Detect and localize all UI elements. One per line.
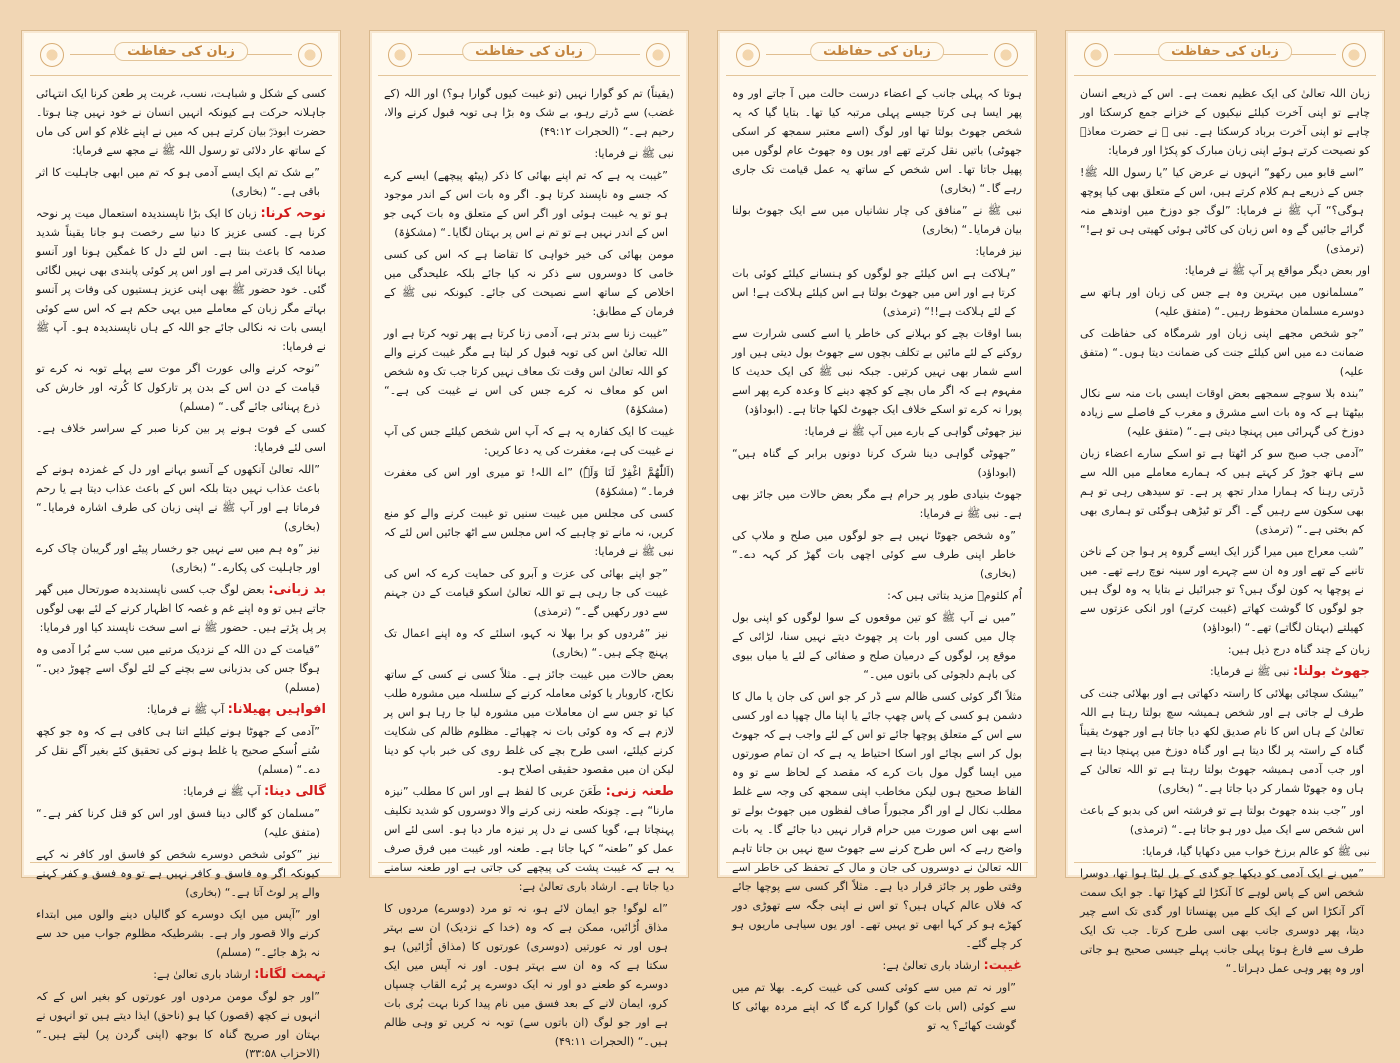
hadith-quote: ”اسے قابو میں رکھو“ انہوں نے عرض کیا ”یا رسول اللہ ﷺ! جس کے ذریعے ہم کلام کرتے ہیں، اس کے متعلق بھی کیا پوچھ ہوگی؟“ آپ ﷺ نے فرمایا: ”لوگ جو دوزخ میں اوندھے منہ گرائے جائیں گے وہ اس زبان کی کاٹی ہوئی کھیتی ہی تو ہے!“ (ترمذی): [1080, 166, 1364, 255]
paragraph: ہوتا کہ پہلی جانب کے اعضاء درست حالت میں آ جاتے اور وہ پھر ایسا ہی کرتا جیسے پہلی مرتبہ کیا تھا۔ بتایا گیا کہ یہ شخص جھوٹ بولتا تھا اور لوگ (اسے معتبر سمجھ کر اسکی جھوٹی) باتیں نقل کرتے تھے اور یوں وہ جھوٹ عام لوگوں میں پھیل جاتا تھا۔ اس شخص کے ساتھ یہ عمل قیامت تک جاری رہے گا۔“ (بخاری): [732, 87, 1022, 195]
hadith-quote: اور ”آپس میں ایک دوسرے کو گالیاں دینے والوں میں ابتداء کرنے والا قصور وار ہے۔ بشرطیکہ مظلوم جواب میں حد سے نہ بڑھ جائے۔“ (مسلم): [36, 908, 320, 959]
ornament-icon: [298, 43, 322, 67]
section-heading: نوحہ کرنا:: [260, 206, 326, 221]
paragraph: کسی کے شکل و شباہت، نسب، غربت پر طعن کرنا ایک انتہائی جاہلانہ حرکت ہے کیونکہ انہیں انسان نے خود نہیں چنا ہوتا۔ حضرت ابوذرؓ بیان کرتے ہیں کہ میں نے اپنے غلام کو اس کی ماں کے ساتھ عار دلائی تو رسول اللہ ﷺ نے مجھ سے فرمایا:: [36, 87, 326, 157]
paragraph-text: آپ ﷺ نے فرمایا:: [183, 785, 265, 798]
hadith-quote: ”وہ شخص جھوٹا نہیں ہے جو لوگوں میں صلح و ملاپ کی خاطر اپنی طرف سے کوئی اچھی بات گھڑ کر کہہ دے۔“ (بخاری): [732, 529, 1016, 580]
section-paragraph: [36, 204, 326, 356]
paragraph: بعض حالات میں غیبت جائز ہے۔ مثلاً کسی نے کسی کے ساتھ نکاح، کاروبار یا کوئی معاملہ کرنے کے سلسلہ میں مشورہ طلب کیا تو جس سے ان معاملات میں مشورہ لیا جا رہا ہو اس پر لازم ہے کہ وہ کوئی بات نہ چھپائے۔ مظلوم ظالم کی شکایت کرنے کیلئے، اسی طرح بچے کی غلط روی کی خبر باپ کو دینا لیکن ان میں مقصود حقیقی اصلاح ہو۔: [384, 668, 674, 776]
section-heading: گالی دینا:: [264, 784, 326, 799]
page-3: [369, 30, 689, 1048]
section-paragraph: [36, 965, 326, 984]
section-paragraph: [1080, 662, 1370, 681]
hadith-quote: ”شب معراج میں میرا گزر ایک ایسے گروہ پر ہوا جن کے ناخن تانبے کے تھے اور وہ ان سے چہرے اور سینہ نوچ رہے تھے۔ میں نے پوچھا یہ کون لوگ ہیں؟ تو جبرائیل نے بتایا یہ وہ لوگ ہیں جو لوگوں کا گوشت کھاتے (غیبت کرتے) اور انکی عزتوں سے کھیلتے (بہتان لگاتے) تھے۔“ (ابوداؤد): [1080, 545, 1364, 634]
hadith-quote: ”آدمی جب صبح سو کر اٹھتا ہے تو اسکے سارے اعضاء زبان سے ہاتھ جوڑ کر کہتے ہیں کہ ہمارے معاملے میں اللہ سے ڈرتی رہنا کہ ہمارا مدار تجھ پر ہے۔ تو سیدھی رہی تو ہم بھی سکون سے رہیں گے۔ اگر تو ٹیڑھی ہوگئی تو ہماری بھی کم بختی ہے۔“ (ترمذی): [1080, 447, 1364, 536]
paragraph: نبی ﷺ نے فرمایا:: [594, 147, 674, 160]
page-header: [30, 35, 332, 76]
page-header: [1074, 35, 1376, 76]
hadith-quote: ”غیبت یہ ہے کہ تم اپنے بھائی کا ذکر (پیٹھ پیچھے) ایسے کرے کہ جسے وہ ناپسند کرتا ہو۔ اگر وہ بات اس کے اندر موجود ہو تو یہ غیبت ہوئی اور اگر اس کے متعلق وہ بات کہی جو اس کے اندر نہیں ہے تو تم نے اس پر بہتان لگایا۔“ (مشکوٰۃ): [384, 169, 668, 239]
paragraph: کسی کی مجلس میں غیبت سنیں تو غیبت کرنے والے کو منع کریں، نہ مانے تو چاہیے کہ اس مجلس سے اٹھ جائیں اس لئے کہ نبی ﷺ نے فرمایا:: [384, 507, 674, 558]
paragraph: نبی ﷺ نے ”منافق کی چار نشانیاں میں سے ایک جھوٹ بولنا بیان فرمایا۔“ (بخاری): [732, 204, 1022, 236]
hadith-quote: ”اے لوگو! جو ایمان لائے ہو، نہ تو مرد (دوسرے) مردوں کا مذاق اُڑائیں، ممکن ہے کہ وہ (خدا کے نزدیک) ان سے بہتر ہوں اور نہ عورتیں (دوسری) عورتوں کا (مذاق اُڑائیں) ہو سکتا ہے کہ وہ ان سے بہتر ہوں۔ اور نہ آپس میں ایک دوسرے کو طعنے دو اور نہ ایک دوسرے پر بُرے القاب چسپاں کرو، ایمان لانے کے بعد فسق میں نام پیدا کرنا بہت بُری بات ہے اور جو لوگ (ان باتوں سے) توبہ نہ کریں تو وہی ظالم ہیں۔“ (الحجرات ۴۹:۱۱): [384, 902, 668, 1048]
page-title: زبان کی حفاظت: [810, 42, 944, 61]
page-body: [370, 76, 688, 1051]
section-heading: بد زبانی:: [268, 582, 326, 597]
hadith-quote: اور ”جب بندہ جھوٹ بولتا ہے تو فرشتہ اس کی بدبو کے باعث اس شخص سے ایک میل دور ہو جاتا ہے۔“ (ترمذی): [1080, 804, 1364, 836]
paragraph: نیز جھوٹی گواہی کے بارے میں آپ ﷺ نے فرمایا:: [804, 425, 1022, 438]
paragraph: اور بعض دیگر مواقع پر آپ ﷺ نے فرمایا:: [1184, 264, 1370, 277]
section-paragraph: [36, 700, 326, 719]
hadith-quote: نیز ”کوئی شخص دوسرے شخص کو فاسق اور کافر نہ کہے کیونکہ اگر وہ فاسق و کافر نہیں ہے تو وہ فسق و کفر کہنے والے پر لوٹ آتا ہے۔“ (بخاری): [36, 848, 320, 899]
page-title: زبان کی حفاظت: [1158, 42, 1292, 61]
page-body: [1066, 76, 1384, 978]
section-heading: افواہیں پھیلانا:: [227, 702, 326, 717]
paragraph: (اَللّٰھُمَّ اغْفِرْ لَنَا وَلَہٗ) ”اے اللہ! تو میری اور اس کی مغفرت فرما۔“ (مشکوٰۃ): [384, 466, 674, 498]
hadith-quote: ”اور نہ تم میں سے کوئی کسی کی غیبت کرے۔ بھلا تم میں سے کوئی (اس بات کو) گوارا کرے گا کہ اپنے مردہ بھائی کا گوشت کھائے؟ یہ تو: [732, 981, 1016, 1032]
page-body: [22, 76, 340, 1063]
ornament-icon: [40, 43, 64, 67]
section-heading: غیبت:: [983, 958, 1022, 973]
hadith-quote: ”اور جو لوگ مومن مردوں اور عورتوں کو بغیر اس کے کہ انہوں نے کچھ (قصور) کیا ہو (ناحق) ایذا دیتے ہیں تو انہوں نے بہتان اور صریح گناہ کا بوجھ (اپنی گردن پر) لیتے ہیں۔“ (الاحزاب ۳۳:۵۸): [36, 990, 320, 1060]
section-paragraph: [732, 956, 1022, 975]
section-heading: طعنہ زنی:: [605, 784, 675, 799]
paragraph: بسا اوقات بچے کو بہلانے کی خاطر یا اسے کسی شرارت سے روکنے کے لئے مائیں بے تکلف بچوں سے جھوٹ بول دیتی ہیں اور اسے شمار بھی نہیں کرتیں۔ جبکہ نبی ﷺ کی ایک حدیث کا مفہوم ہے کہ اگر ماں بچے کو کچھ دینے کا وعدہ کرے پھر اسے پورا نہ کرے تو اسکے خلاف ایک جھوٹ لکھا جاتا ہے۔ (ابوداؤد): [732, 327, 1022, 416]
paragraph: مثلاً اگر کوئی کسی ظالم سے ڈر کر جو اس کی جان یا مال کا دشمن ہو کسی کے پاس چھپ جائے یا اپنا مال چھپا دے اور کسی سے اس کے متعلق پوچھا جائے تو اس کے لئے واجب ہے کہ جھوٹ بول کر اسے بچائے اور اسکا احتیاط یہ ہے کہ ان تمام صورتوں میں ایسا گول مول بات کرے کہ مقصد کے لحاظ سے تو وہ الفاظ صحیح ہوں لیکن مخاطب اپنی سمجھ کی وجہ سے غلط مطلب نکال لے اور اگر مجبوراً صاف لفظوں میں جھوٹ بولے تو اسے بھی اس صورت میں حرام قرار نہیں دیا جائے گا۔ یہ بات واضح رہے کہ اس طرح کرنے سے جھوٹ سچ نہیں بن جاتا تاہم اللہ تعالیٰ نے دوسروں کی جان و مال کے تحفظ کی خاطر اسے وقتی طور پر جائز قرار دیا ہے۔ مثلاً اگر کسی سے پوچھا جائے کہ فلاں عالم کہاں ہیں؟ تو اس نے اپنی جگہ سے تھوڑی دور کھڑے ہو کر کہا ابھی تو یہیں تھے۔ اور یوں سیاہی ماریوں ہو کر چلے گئے۔: [732, 690, 1022, 950]
paragraph-text: بعض لوگ جب کسی ناپسندیدہ صورتحال میں گھر جاتے ہیں تو وہ اپنے غم و غصہ کا اظہار کرنے کے لئے بھی لوگوں پر پل پڑتے ہیں۔ حضور ﷺ نے اسے سخت ناپسند کیا اور فرمایا:: [36, 583, 326, 634]
section-paragraph: [36, 782, 326, 801]
paragraph: زبان اللہ تعالیٰ کی ایک عظیم نعمت ہے۔ اس کے ذریعے انسان چاہے تو اپنی آخرت کیلئے نیکیوں کے خزانے جمع کرسکتا اور چاہے تو اپنی آخرت برباد کرسکتا ہے۔ نبی ﷺ نے حضرت معاذؓ کو نصیحت کرتے ہوئے اپنی زبان مبارک کو پکڑا اور فرمایا:: [1080, 87, 1370, 157]
hadith-quote: ”مسلمان کو گالی دینا فسق اور اس کو قتل کرنا کفر ہے۔“ (متفق علیہ): [36, 807, 320, 839]
paragraph-text: ارشاد باری تعالیٰ ہے:: [882, 959, 984, 972]
hadith-quote: نیز ”وہ ہم میں سے نہیں جو رخسار پیٹے اور گریبان چاک کرے اور جاہلیت کی پکارے۔“ (بخاری): [36, 542, 320, 574]
paragraph-text: طَعَنَ عربی کا لفظ ہے اور اس کا مطلب ”نیزہ مارنا“ ہے۔ چونکہ طعنہ زنی کرنے والا دوسروں کو شدید تکلیف پہنچاتا ہے، گویا کسی نے دل پر نیزہ مار دیا ہو۔ اسی لئے اس عمل کو ”طعنہ“ کہا جاتا ہے۔ طعنہ اور غیبت میں فرق صرف یہ ہے کہ غیبت پشت کی پیچھے کی جاتی ہے اور طعنہ سامنے دیا جاتا ہے۔ ارشاد باری تعالیٰ ہے:: [384, 785, 674, 893]
hadith-quote: ”بے شک تم ایک ایسے آدمی ہو کہ تم میں ابھی جاہلیت کا اثر باقی ہے۔“ (بخاری): [36, 166, 320, 198]
hadith-quote: ”میں نے ایک آدمی کو دیکھا جو گدی کے بل لیٹا ہوا تھا، دوسرا شخص اس کے پاس لوہے کا آنکڑا لئے کھڑا تھا۔ جو ایک سمت آکر آنکڑا اس کے ایک کلے میں پھنساتا اور گدی تک اسے چیر دیتا، پھر دوسری جانب بھی اسی طرح کرتا۔ جب تک ایک طرف سے فارغ ہوتا پہلی جانب پہلے جیسی صحیح ہو جاتی اور وہ پھر وہی عمل دہراتا۔“: [1080, 867, 1364, 975]
hadith-quote: نیز ”مُردوں کو برا بھلا نہ کہو، اسلئے کہ وہ اپنے اعمال تک پہنچ چکے ہیں۔“ (بخاری): [384, 627, 668, 659]
paragraph-text: ارشاد باری تعالیٰ ہے:: [153, 968, 255, 981]
ornament-icon: [736, 43, 760, 67]
paragraph: (یقیناً) تم کو گوارا نہیں (تو غیبت کیوں گوارا ہو؟) اور اللہ (کے غضب) سے ڈرتے رہو، بے شک وہ بڑا ہی توبہ قبول کرنے والا، رحیم ہے۔“ (الحجرات ۴۹:۱۲): [384, 87, 674, 138]
ornament-icon: [646, 43, 670, 67]
page-header: [726, 35, 1028, 76]
hadith-quote: ”قیامت کے دن اللہ کے نزدیک مرتبے میں سب سے بُرا آدمی وہ ہوگا جس کی بدزبانی سے بچنے کے لئے لوگ اسے چھوڑ دیں۔“ (مسلم): [36, 643, 320, 694]
hadith-quote: ”بیشک سچائی بھلائی کا راستہ دکھاتی ہے اور بھلائی جنت کی طرف لے جاتی ہے اور شخص ہمیشہ سچ بولتا رہتا ہے اللہ تعالیٰ کے ہاں اس کا نام صدیق لکھ دیا جاتا ہے اور جھوٹ یقیناً گناہ کے راستہ پر لگا دیتا ہے اور گناہ دوزخ میں پہنچا دیتا ہے اور جب آدمی ہمیشہ جھوٹ بولتا رہتا ہے تو اللہ تعالیٰ کے ہاں وہ جھوٹا شمار کر دیا جاتا ہے۔“ (بخاری): [1080, 687, 1364, 795]
page-header: [378, 35, 680, 76]
hadith-quote: ”جھوٹی گواہی دینا شرک کرنا دونوں برابر کے گناہ ہیں“ (ابوداؤد): [732, 447, 1016, 479]
paragraph: غیبت کا ایک کفارہ یہ ہے کہ آپ اس شخص کیلئے جس کی آپ نے غیبت کی ہے، مغفرت کی یہ دعا کریں:: [384, 425, 674, 457]
hadith-quote: ”مسلمانوں میں بہترین وہ ہے جس کی زبان اور ہاتھ سے دوسرے مسلمان محفوظ رہیں۔“ (متفق علیہ): [1080, 286, 1364, 318]
page-2: [717, 30, 1037, 1032]
ornament-icon: [1342, 43, 1366, 67]
ornament-icon: [1084, 43, 1108, 67]
hadith-quote: ”ہلاکت ہے اس کیلئے جو لوگوں کو ہنسانے کیلئے کوئی بات کرتا ہے اور اس میں جھوٹ بولتا ہے اس کیلئے ہلاکت ہے! اس کے لئے ہلاکت ہے!!“ (ترمذی): [732, 267, 1016, 318]
paragraph: نیز فرمایا:: [975, 245, 1022, 258]
paragraph: جھوٹ بنیادی طور پر حرام ہے مگر بعض حالات میں جائز بھی ہے۔ نبی ﷺ نے فرمایا:: [732, 488, 1022, 520]
hadith-quote: ”جو شخص مجھے اپنی زبان اور شرمگاہ کی حفاظت کی ضمانت دے میں اس کیلئے جنت کی ضمانت دیتا ہوں۔“ (متفق علیہ): [1080, 327, 1364, 378]
hadith-quote: ”آدمی کے جھوٹا ہونے کیلئے اتنا ہی کافی ہے کہ وہ جو کچھ سُنے اُسکے صحیح یا غلط ہونے کی تحقیق کئے بغیر آگے نقل کر دے۔“ (مسلم): [36, 725, 320, 776]
paragraph-text: نبی ﷺ نے فرمایا:: [1209, 665, 1293, 678]
paragraph-text: زبان کا ایک بڑا ناپسندیدہ استعمال میت پر نوحہ کرنا ہے۔ کسی عزیز کا دنیا سے رخصت ہو جانا یقیناً شدید صدمہ کا باعث بنتا ہے۔ اس لئے دل کا غمگین ہونا اور آنسو بہانا ایک قدرتی امر ہے اور اس پر کوئی پابندی بھی نہیں لگائی گئی۔ خود حضور ﷺ بھی اپنی عزیز ہستیوں کی وفات پر آنسو بہاتے مگر زبان کے معاملے میں یہی حکم ہے کہ اس سے کوئی ایسی بات نہ نکالی جائے جو اللہ کے ہاں ناپسندیدہ ہو۔ آپ ﷺ نے فرمایا:: [36, 207, 326, 353]
hadith-quote: ”نوحہ کرنے والی عورت اگر موت سے پہلے توبہ نہ کرے تو قیامت کے دن اس کے بدن پر تارکول کا کُرتہ اور خارش کی ذرع پہنائی جائے گی۔“ (مسلم): [36, 362, 320, 413]
section-heading: جھوٹ بولنا:: [1293, 664, 1370, 679]
hadith-quote: ”اللہ تعالیٰ آنکھوں کے آنسو بہانے اور دل کے غمزدہ ہونے کے باعث عذاب نہیں دیتا بلکہ اس کے باعث عذاب دیتا ہے یا رحم فرماتا ہے اور آپ ﷺ نے اپنی زبان کی طرف اشارہ فرمایا۔“ (بخاری): [36, 463, 320, 533]
page-title: زبان کی حفاظت: [462, 42, 596, 61]
section-heading: تہمت لگانا:: [254, 967, 326, 982]
hadith-quote: ”جو اپنے بھائی کی عزت و آبرو کی حمایت کرے کہ اس کی غیبت کی جا رہی ہے تو اللہ تعالیٰ اسکو قیامت کے دن جہنم سے دور رکھیں گے۔“ (ترمذی): [384, 567, 668, 618]
paragraph: نبی ﷺ کو عالم برزخ خواب میں دکھایا گیا، فرمایا:: [1142, 845, 1370, 858]
hadith-quote: ”غیبت زنا سے بدتر ہے، آدمی زنا کرتا ہے پھر توبہ کرتا ہے اور اللہ تعالیٰ اس کی توبہ قبول کر لیتا ہے مگر غیبت کرنے والے کو اللہ تعالیٰ اس وقت تک معاف نہیں کرتا جب تک وہ شخص اس کو معاف نہ کرے جس کی اس نے غیبت کی ہے۔“ (مشکوٰۃ): [384, 327, 668, 416]
paragraph: اُم کلثومؓ مزید بتاتی ہیں کہ:: [887, 589, 1022, 602]
page-title: زبان کی حفاظت: [114, 42, 248, 61]
paragraph-text: آپ ﷺ نے فرمایا:: [146, 703, 228, 716]
paragraph: زبان کے چند گناہ درج ذیل ہیں:: [1227, 643, 1370, 656]
ornament-icon: [994, 43, 1018, 67]
hadith-quote: ”بندہ بلا سوچے سمجھے بعض اوقات ایسی بات منہ سے نکال بیٹھتا ہے کہ وہ بات اسے مشرق و مغرب کے فاصلے سے زیادہ دوزخ کی گہرائی میں پہنچا دیتی ہے۔“ (متفق علیہ): [1080, 387, 1364, 438]
section-paragraph: [36, 580, 326, 637]
paragraph: کسی کے فوت ہونے پر بین کرنا صبر کے سراسر خلاف ہے۔ اسی لئے فرمایا:: [36, 422, 326, 454]
section-paragraph: [384, 782, 674, 896]
paragraph: مومن بھائی کی خیر خواہی کا تقاضا ہے کہ اس کی کسی خامی کا دوسروں سے ذکر نہ کیا جائے بلکہ علیحدگی میں اخلاص کے ساتھ اسے نصیحت کی جائے۔ کیونکہ نبی ﷺ کے فرمان کے مطابق:: [384, 248, 674, 318]
page-1: [1065, 30, 1385, 975]
page-body: [718, 76, 1036, 1035]
page-4: [21, 30, 341, 1060]
ornament-icon: [388, 43, 412, 67]
hadith-quote: ”میں نے آپ ﷺ کو تین موقعوں کے سوا لوگوں کو اپنی بول چال میں کسی اور بات پر چھوٹ دیتے نہیں سنا، لڑائی کے موقع پر، لوگوں کے درمیان صلح و صفائی کے لئے یا میاں بیوی کی باہم دلجوئی کی باتوں میں۔“: [732, 611, 1016, 681]
